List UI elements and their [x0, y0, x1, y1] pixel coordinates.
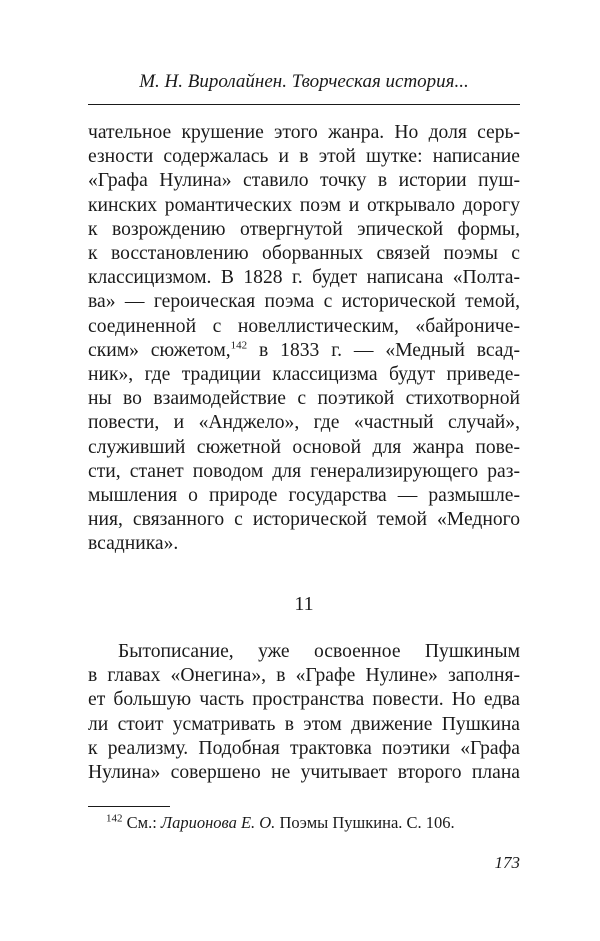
text-line: служивший сюжетной основой для жанра пове- — [88, 436, 520, 458]
text-line: всадника». — [88, 533, 179, 555]
text-segment: ским» сюжетом, — [88, 339, 231, 361]
paragraph-2 — [88, 640, 520, 785]
text-line: Нулина» совершено не учитывает второго плана — [88, 762, 520, 784]
footnote-reference[interactable]: 142 — [230, 339, 248, 352]
footnote-citation: Поэмы Пушкина. С. 106. — [275, 813, 455, 832]
running-header: М. Н. Виролайнен. Творческая история... — [139, 71, 469, 92]
section-heading: 11 — [294, 593, 314, 615]
text-line: «Графа Нулина» ставило точку в истории пуш- — [88, 170, 520, 192]
footnote-author: Ларионова Е. О. — [160, 813, 276, 832]
text-line: повести, и «Анджело», где «частный случай», — [88, 412, 520, 434]
text-line: Бытописание, уже освоенное Пушкиным — [118, 641, 520, 662]
text-line: сти, станет поводом для генерализирующего раз- — [88, 460, 520, 482]
text-line: классицизмом. В 1828 г. будет написана «Полта- — [88, 267, 520, 289]
text-line: ния, связанного с исторической темой «Медного — [88, 509, 520, 531]
text-line: мышления о природе государства — размышле- — [88, 485, 520, 507]
text-line: ны во взаимодействие с поэтикой стихотворной — [88, 388, 520, 410]
page-number: 173 — [494, 853, 520, 872]
text-line: езности содержалась и в этой шутке: написание — [88, 146, 520, 168]
text-line-with-footnote-ref — [88, 339, 520, 363]
text-line: соединенной с новеллистическим, «байрониче- — [88, 315, 520, 337]
footnote-divider — [88, 806, 170, 807]
text-line: ва» — героическая поэма с исторической темой, — [88, 291, 520, 313]
text-line: в главах «Онегина», в «Графе Нулине» заполня- — [88, 665, 520, 687]
footnote-prefix: См.: — [122, 813, 161, 832]
footnote — [106, 813, 526, 833]
paragraph-1 — [88, 121, 520, 557]
footnote-number: 142 — [106, 812, 123, 825]
text-line: чательное крушение этого жанра. Но доля серь- — [88, 122, 520, 143]
text-line: к возрождению отвергнутой эпической формы, — [88, 218, 520, 240]
text-line: ет большую часть пространства повести. Но едва — [88, 689, 520, 711]
header-divider — [88, 104, 520, 105]
text-line: к реализму. Подобная трактовка поэтики «Графа — [88, 737, 520, 759]
text-line: кинских романтических поэм и открывало дорогу — [88, 194, 520, 216]
text-line: ник», где традиции классицизма будут приведе- — [88, 364, 520, 386]
text-line: ли стоит усматривать в этом движение Пушкина — [88, 713, 520, 735]
text-segment: в 1833 г. — «Медный всад- — [247, 339, 520, 361]
text-line: к восстановлению оборванных связей поэмы с — [88, 243, 520, 265]
